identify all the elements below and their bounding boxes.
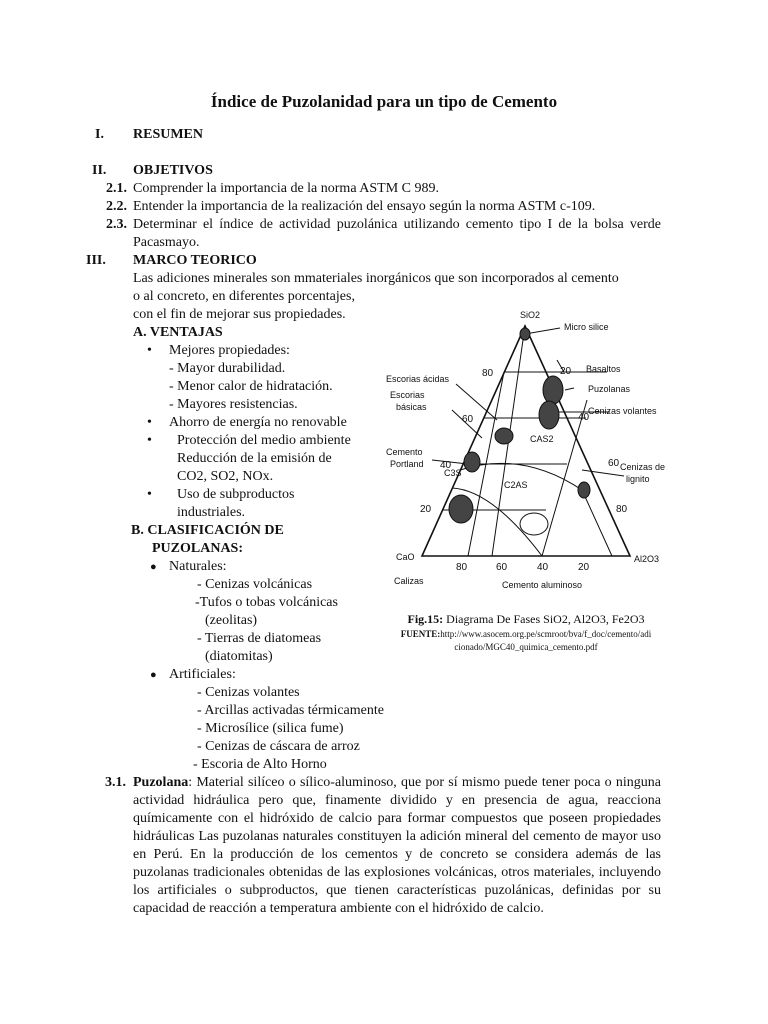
- bullet-icon: •: [147, 415, 152, 430]
- tick-label: 60: [608, 458, 620, 469]
- section-1-heading: RESUMEN: [133, 127, 204, 142]
- artificial-item: - Cenizas de cáscara de arroz: [197, 739, 360, 754]
- tick-label: 20: [578, 562, 590, 573]
- tick-label: 40: [578, 412, 590, 423]
- label-c3s: C3S: [444, 468, 462, 478]
- section-2-heading: OBJETIVOS: [133, 163, 213, 178]
- natural-item: (zeolitas): [205, 613, 258, 628]
- label-cas2: CAS2: [530, 434, 554, 444]
- page-title: Índice de Puzolanidad para un tipo de Cemento: [210, 92, 558, 111]
- label-micro-silice: Micro silice: [564, 322, 609, 332]
- tick-label: 40: [440, 460, 452, 471]
- artificial-item: - Arcillas activadas térmicamente: [197, 703, 384, 718]
- label-escorias-basicas: Escorias: [390, 390, 425, 400]
- figure-caption: [380, 612, 672, 626]
- bullet-icon: ●: [150, 669, 157, 681]
- figure-caption-lead: Fig.15:: [407, 612, 444, 626]
- region-micro-silice: [520, 328, 530, 340]
- ventaja-subitem: - Mayores resistencias.: [169, 397, 298, 412]
- label-cenizas-lignito: Cenizas de: [620, 462, 666, 472]
- ventaja-item: Ahorro de energía no renovable: [169, 415, 347, 430]
- ventaja-subitem: - Menor calor de hidratación.: [169, 379, 333, 394]
- puzolana-definition: : Material silíceo o sílico-aluminoso, que por sí mismo puede tener poca o ninguna actividad hidráulica pero que, finamente dividido y en presencia de agua, reacciona químicamente con el hidróxido de calcio para formar compuestos que poseen propiedades hidráulicas Las puzolanas naturales constituyen la adición mineral del cemento de mayor uso en Perú. En la producción de los cementos y de concreto se considera además de las puzolanas tradicionales obtenidas de las explosiones volcánicas, otros materiales, incluyendo los artificiales o subproductos, que tienen características puzolánicas, definidas por su capacidad de reacción a temperatura ambiente con el hidróxido de calcio.: [133, 775, 661, 916]
- intro-line: o al concreto, en diferentes porcentajes,: [133, 289, 355, 304]
- figure-source-url-cont: cionado/MGC40_quimica_cemento.pdf: [454, 642, 598, 652]
- ventaja-item-cont: industriales.: [177, 505, 246, 520]
- figure-source-url: http://www.asocem.org.pe/scmroot/bva/f_doc/cemento/adi: [440, 629, 652, 639]
- puzolana-term: Puzolana: [133, 775, 189, 790]
- objective-text: Entender la importancia de la realización del ensayo según la norma ASTM c-109.: [133, 199, 596, 214]
- region-calizas: [449, 495, 473, 523]
- objective-text: Comprender la importancia de la norma ASTM C 989.: [133, 181, 439, 196]
- clasificacion-heading: B. CLASIFICACIÓN DE: [131, 523, 284, 538]
- intro-line: Las adiciones minerales son mmateriales inorgánicos que son incorporados al cemento: [133, 271, 619, 286]
- region-escorias-acidas: [495, 428, 513, 444]
- tick-label: 80: [482, 368, 494, 379]
- tick-label: 60: [462, 414, 474, 425]
- objective-number: 2.2.: [106, 199, 127, 214]
- ventaja-item: Protección del medio ambiente: [177, 433, 351, 448]
- ventajas-heading: A. VENTAJAS: [133, 325, 223, 340]
- natural-item: - Cenizas volcánicas: [197, 577, 313, 592]
- section-3-number: III.: [86, 253, 106, 268]
- artificial-item: - Escoria de Alto Horno: [193, 757, 327, 772]
- bullet-icon: ●: [150, 561, 157, 573]
- objective-text: Determinar el índice de actividad puzolánica utilizando cemento tipo I de la bolsa verde Pacasmayo.: [133, 217, 661, 250]
- natural-item: (diatomitas): [205, 649, 273, 664]
- subsection-number: 3.1.: [105, 775, 126, 790]
- region-cenizas-lignito: [578, 482, 590, 498]
- natural-item: - Tierras de diatomeas: [197, 631, 322, 646]
- bullet-icon: •: [147, 343, 152, 358]
- puzolana-paragraph: [133, 774, 661, 918]
- phase-diagram: [382, 300, 668, 606]
- label-cao: CaO: [396, 552, 415, 562]
- label-lignito: lignito: [626, 474, 650, 484]
- label-basaltos: Basaltos: [586, 364, 621, 374]
- tick-label: 80: [456, 562, 468, 573]
- ventaja-subitem: - Mayor durabilidad.: [169, 361, 286, 376]
- figure-source-lead: FUENTE:: [400, 629, 441, 639]
- bullet-icon: •: [147, 433, 152, 448]
- figure-source: [380, 628, 672, 640]
- tick-label: 80: [616, 504, 628, 515]
- natural-item: -Tufos o tobas volcánicas: [195, 595, 338, 610]
- bullet-icon: •: [147, 487, 152, 502]
- figure-caption-text: Diagrama De Fases SiO2, Al2O3, Fe2O3: [443, 612, 645, 626]
- section-2-number: II.: [92, 163, 107, 178]
- tick-label: 40: [537, 562, 549, 573]
- artificial-item: - Microsílice (silica fume): [197, 721, 344, 736]
- label-cenizas-volantes: Cenizas volantes: [588, 406, 657, 416]
- region-cemento-portland: [464, 452, 480, 472]
- label-puzolanas: Puzolanas: [588, 384, 631, 394]
- tick-label: 60: [496, 562, 508, 573]
- label-cemento: Cemento: [386, 447, 423, 457]
- label-calizas: Calizas: [394, 576, 424, 586]
- region-puzolanas: [543, 376, 563, 404]
- label-sio2: SiO2: [520, 310, 541, 320]
- objective-number: 2.1.: [106, 181, 127, 196]
- label-al2o3: Al2O3: [634, 554, 660, 564]
- label-portland: Portland: [390, 459, 424, 469]
- label-escorias-acidas: Escorias ácidas: [386, 374, 450, 384]
- label-cemento-aluminoso: Cemento aluminoso: [502, 580, 583, 590]
- region-cemento-aluminoso: [520, 513, 548, 535]
- clasificacion-heading-cont: PUZOLANAS:: [152, 541, 244, 556]
- ventaja-item-cont: Reducción de la emisión de: [177, 451, 332, 466]
- label-c2as: C2AS: [504, 480, 528, 490]
- objective-number: 2.3.: [106, 217, 127, 232]
- section-1-number: I.: [95, 127, 104, 142]
- pointer-line: [582, 470, 624, 476]
- pointer-line: [565, 388, 574, 390]
- ventaja-item-cont: CO2, SO2, NOx.: [177, 469, 274, 484]
- ventaja-item: Mejores propiedades:: [169, 343, 290, 358]
- tick-label: 20: [420, 504, 432, 515]
- artificial-item: - Cenizas volantes: [197, 685, 300, 700]
- ventaja-item: Uso de subproductos: [177, 487, 295, 502]
- section-3-heading: MARCO TEORICO: [133, 253, 257, 268]
- naturales-label: Naturales:: [169, 559, 227, 574]
- label-escorias-basicas-cont: básicas: [396, 402, 427, 412]
- region-cenizas-volantes: [539, 401, 559, 429]
- artificiales-label: Artificiales:: [169, 667, 236, 682]
- tick-label: 20: [560, 366, 572, 377]
- intro-line: con el fin de mejorar sus propiedades.: [133, 307, 346, 322]
